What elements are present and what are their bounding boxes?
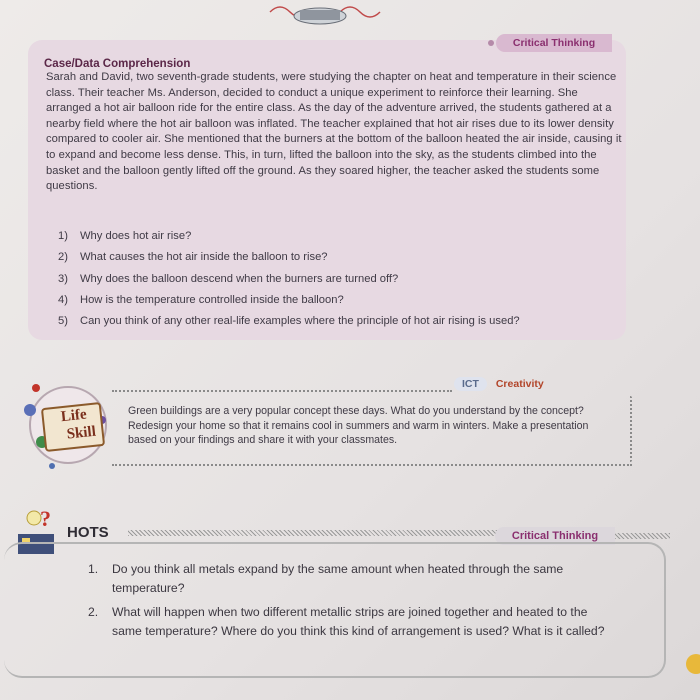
dotted-divider xyxy=(112,464,632,466)
case-question xyxy=(58,271,658,292)
ict-tag: ICT xyxy=(454,377,487,391)
hatched-divider xyxy=(128,530,498,536)
question-number: 2) xyxy=(58,251,68,264)
hots-question xyxy=(88,603,618,640)
dotted-divider xyxy=(112,390,452,392)
hatched-divider xyxy=(615,533,670,539)
case-study-paragraph: Sarah and David, two seventh-grade students, were studying the chapter on heat and temperature in their science class. Their teacher Ms. Anderson, decided to conduct a unique experiment to reinforce their learning. She arranged a hot air balloon ride for the entire class. As the day of the adventure arrived, the students gathered at a nearby field where the hot air balloon was inflated. The teacher explained that hot air rises due to its lower density compared to cooler air. She mentioned that the burners at the bottom of the balloon heated the air inside, causing it to expand and become less dense. This, in turn, lifted the balloon into the sky, as the students climbed into the basket and the balloon gently lifted off the ground. As they soared higher, the teacher asked the students some questions. xyxy=(46,71,622,193)
ict-creativity-tags xyxy=(454,377,544,391)
life-skill-badge-icon xyxy=(22,380,114,470)
creativity-tag: Creativity xyxy=(495,378,544,390)
question-number: 5) xyxy=(58,315,68,328)
critical-thinking-label: Critical Thinking xyxy=(512,37,596,49)
case-question xyxy=(58,313,658,334)
case-question-list xyxy=(58,228,658,334)
decorative-sun-icon xyxy=(686,654,700,674)
question-text: Why does hot air rise? xyxy=(80,230,192,242)
svg-text:?: ? xyxy=(40,506,51,531)
dotted-divider xyxy=(630,396,632,462)
case-question xyxy=(58,249,658,270)
balloon-burner-icon xyxy=(250,0,390,28)
badge-line-2: Skill xyxy=(65,423,97,443)
hots-title: HOTS xyxy=(67,524,109,541)
tag-dot-icon xyxy=(488,40,494,46)
critical-thinking-tag xyxy=(496,34,612,52)
question-text: Can you think of any other real-life examples where the principle of hot air rising is used? xyxy=(80,315,520,328)
hots-question xyxy=(88,560,618,597)
badge-line-1: Life xyxy=(60,406,88,426)
question-text: What will happen when two different metallic strips are joined together and heated to the same temperature? Where do you think this kind of arrangement is used? What is it called? xyxy=(112,605,605,638)
hots-question-list xyxy=(88,560,618,646)
case-question xyxy=(58,292,658,313)
question-text: What causes the hot air inside the balloon to rise? xyxy=(80,251,328,264)
question-number: 2. xyxy=(88,605,99,619)
question-number: 1. xyxy=(88,562,99,576)
question-text: Do you think all metals expand by the same amount when heated through the same temperature? xyxy=(112,562,564,595)
case-study-heading: Case/Data Comprehension xyxy=(44,58,191,70)
question-number: 1) xyxy=(58,230,68,242)
question-text: How is the temperature controlled inside the balloon? xyxy=(80,293,344,306)
question-number: 4) xyxy=(58,293,68,306)
case-question xyxy=(58,228,658,249)
question-text: Why does the balloon descend when the burners are turned off? xyxy=(80,272,399,285)
question-number: 3) xyxy=(58,272,68,285)
life-skill-text: Green buildings are a very popular concept these days. What do you understand by the concept? Redesign your home so that it remains cool in summers and warm in winters. Make a presentation based on your findings and share it with your classmates. xyxy=(128,405,589,447)
hots-critical-thinking-tag: Critical Thinking xyxy=(495,527,615,545)
